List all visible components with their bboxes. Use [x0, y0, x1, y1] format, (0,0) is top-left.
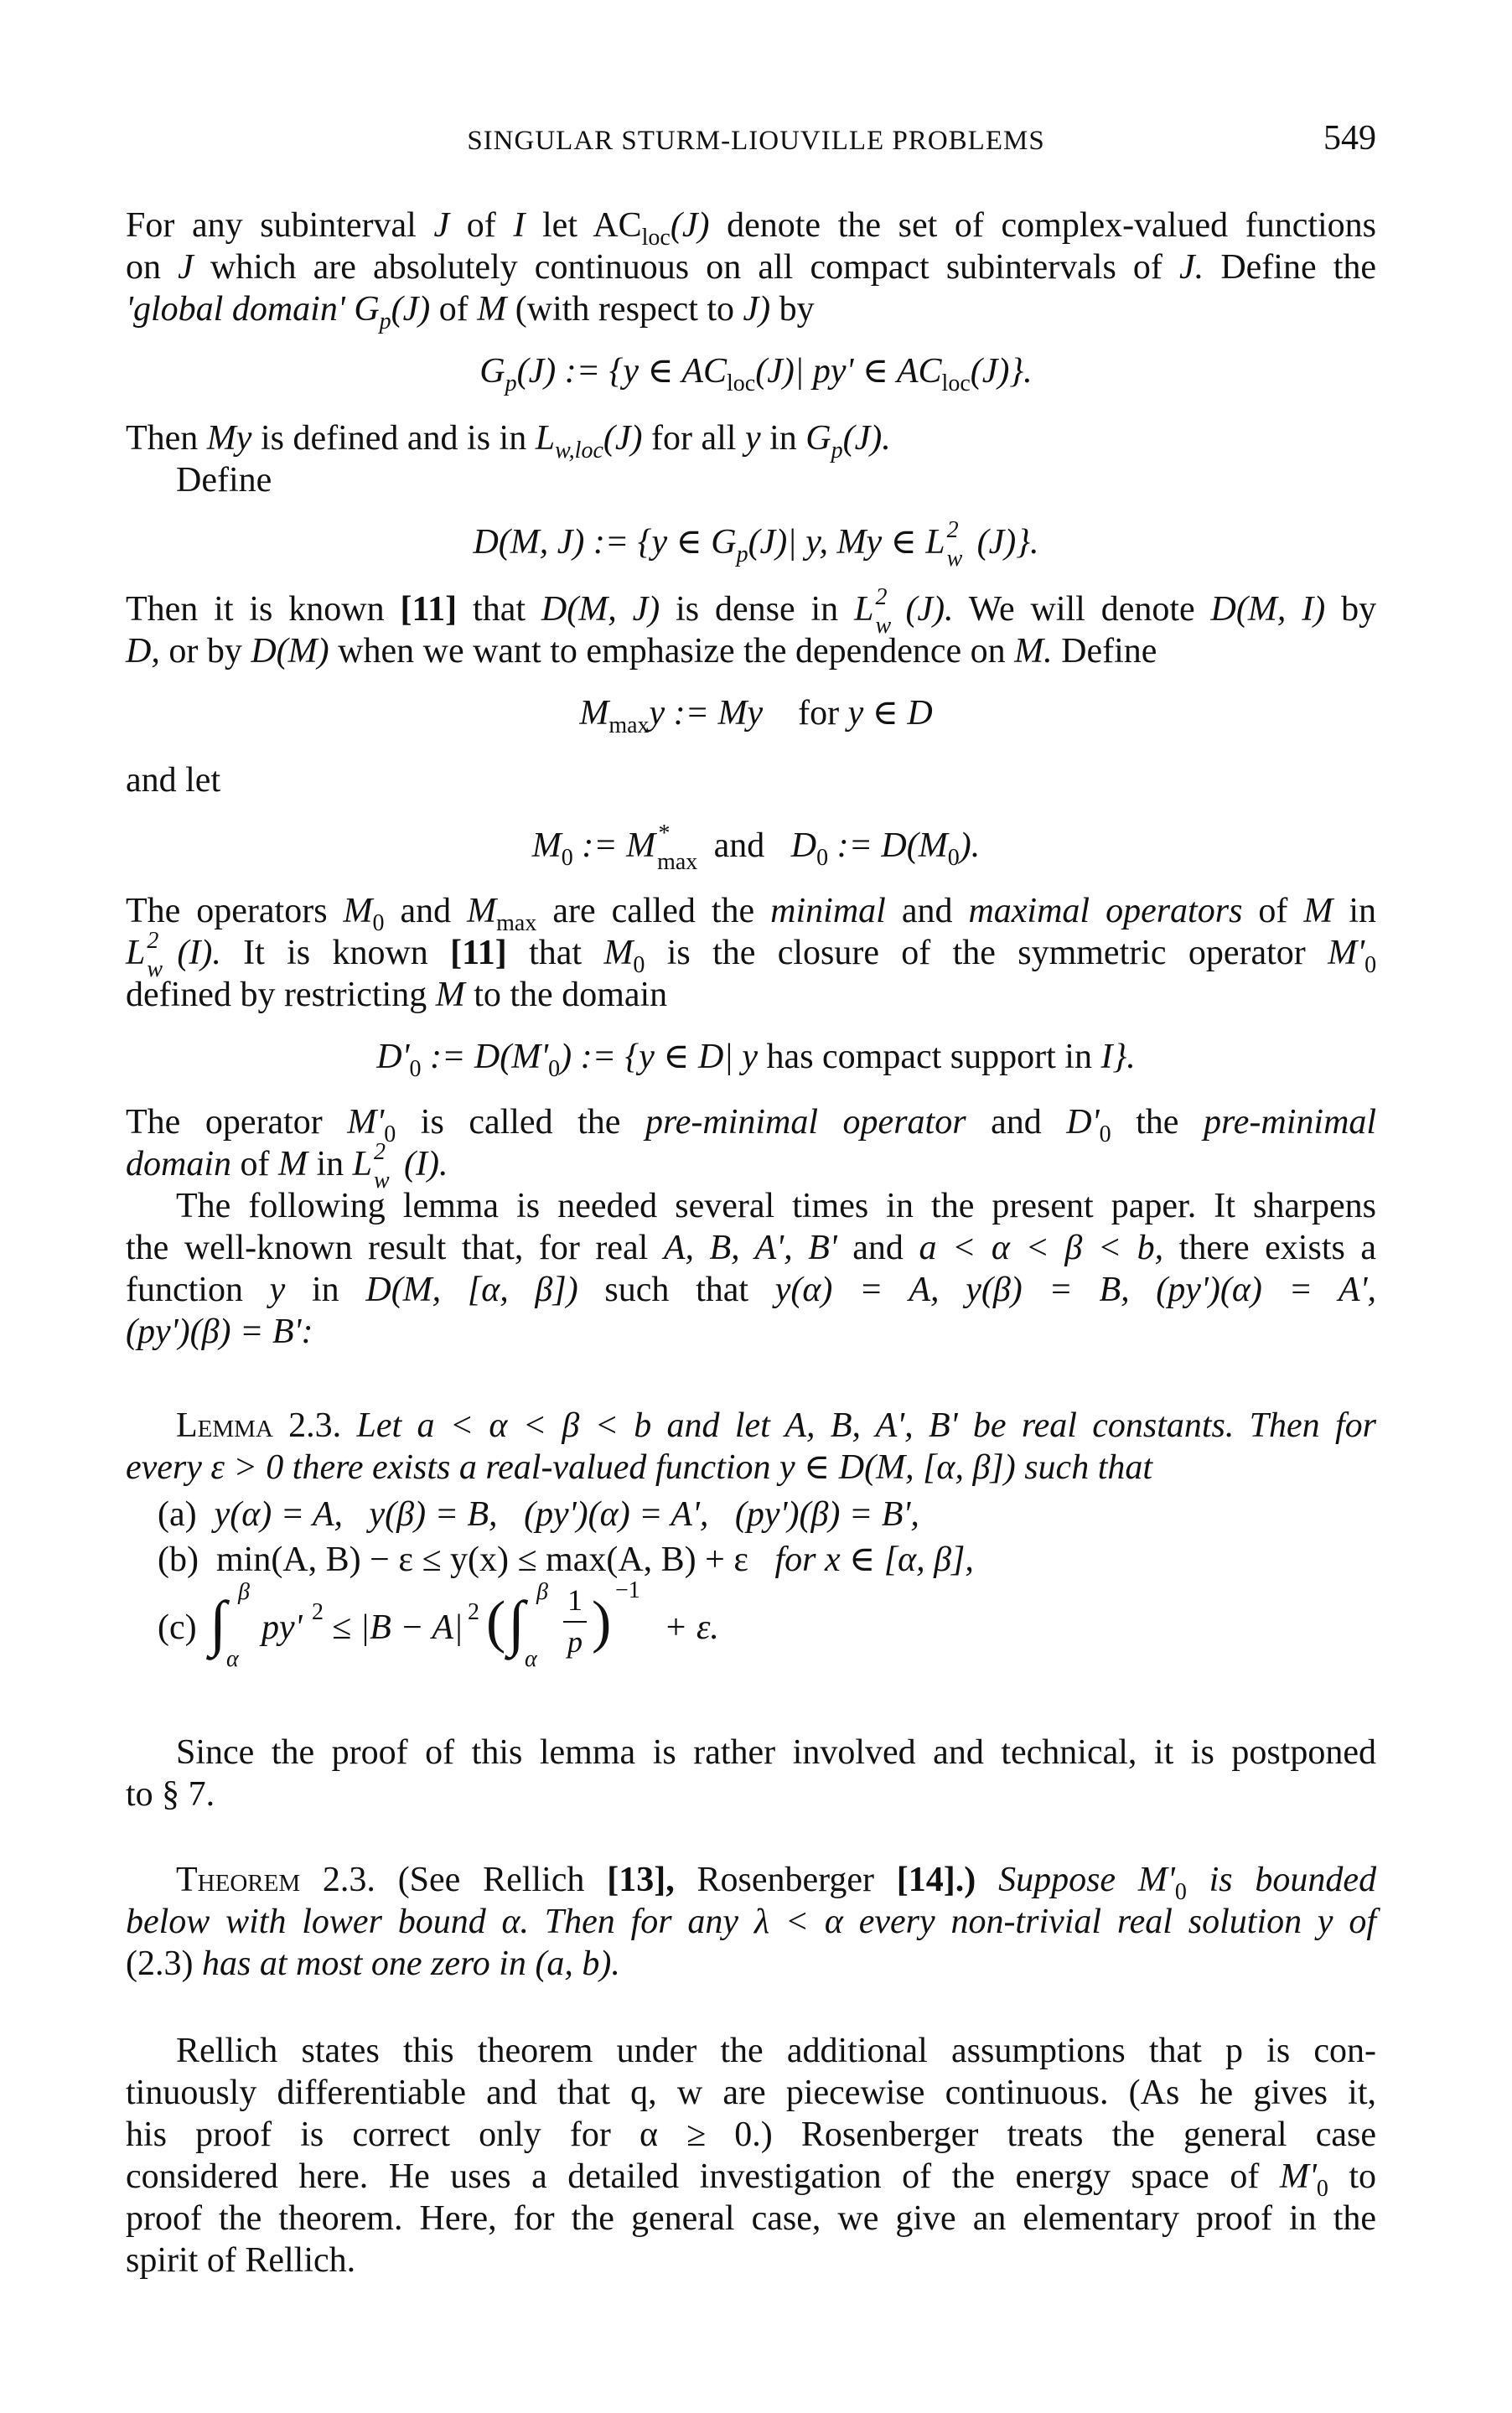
fraction-denominator: p	[567, 1625, 583, 1659]
lemma-item-c	[158, 1577, 912, 1678]
equation-preminimal-domain: $D'_0$ := $D(M'_0)$ := {y ∈ D| y has compact support in I}.	[376, 1038, 1136, 1082]
integrand: py'	[261, 1608, 303, 1647]
integral-upper-limit: β	[238, 1579, 250, 1605]
para8-line4: considered here. He uses a detailed investigation of the energy space of $M'_0$ to	[126, 2157, 1377, 2202]
para8-line1: Rellich states this theorem under the additional assumptions that p is con-	[176, 2032, 1376, 2070]
para1-line1: For any subinterval J of I let $AC_{loc}(J)$ denote the set of complex-valued functions	[126, 206, 1377, 251]
para4-line1: The operators $M_0$ and $M_{max}$ are called the minimal and maximal operators of M in	[126, 892, 1377, 936]
lemma-item-a: (a) y(α) = A, y(β) = B, (py')(α) = A', (py')(β) = B',	[158, 1495, 919, 1534]
para1-line2: on J which are absolutely continuous on all compact subintervals of J. Define the	[126, 248, 1377, 287]
paren-exponent: −1	[615, 1577, 640, 1603]
equation-min-operator: $M_0$ := M * max and $D_0$ := $D(M_0)$.	[531, 821, 981, 876]
para2-line1: Then My is defined and is in $L_{w,loc}(J)$ for all y in $G_p(J)$.	[126, 419, 891, 463]
para6-line2: the well-known result that, for real A, B, A', B' and a < α < β < b, there exists a	[126, 1229, 1376, 1267]
para3-line2: D, or by D(M) when we want to emphasize the dependence on M. Define	[126, 632, 1157, 671]
fraction-numerator: 1	[567, 1583, 583, 1617]
lemma-line1: Lemma 2.3. Let a < α < β < b and let A, B, A', B' be real constants. Then for	[176, 1406, 1376, 1445]
page-number: 549	[1323, 119, 1376, 158]
theorem-line3: (2.3) has at most one zero in (a, b).	[126, 1944, 620, 1983]
para8-line2: tinuously differentiable and that q, w are piecewise continuous. (As he gives it,	[126, 2074, 1376, 2112]
integral-lower-limit: α	[226, 1646, 239, 1672]
para6-line3: function y in D(M, [α, β]) such that y(α) = A, y(β) = B, (py')(α) = A',	[126, 1271, 1377, 1309]
para4-line2: L 2 w (I). It is known [11] that $M_0$ is the closure of the symmetric operator $M'_0$	[126, 928, 1377, 983]
fraction-bar	[563, 1621, 587, 1623]
epsilon-term: + ε.	[664, 1608, 719, 1647]
theorem-line1: Theorem 2.3. (See Rellich [13], Rosenberger [14].) Suppose $M'_0$ is bounded	[176, 1861, 1377, 1905]
integral-sign-2: ∫	[508, 1589, 526, 1658]
integral-2-upper-limit: β	[536, 1579, 548, 1605]
and-let: and let	[126, 761, 221, 800]
para4-line3: defined by restricting M to the domain	[126, 976, 668, 1014]
bound-exponent: 2	[468, 1599, 479, 1625]
integral-sign: ∫	[210, 1589, 227, 1658]
lemma-item-b: (b) min(A, B) − ε ≤ y(x) ≤ max(A, B) + ε for x ∈ [α, β],	[158, 1540, 974, 1579]
para7-line1: Since the proof of this lemma is rather involved and technical, it is postponed	[176, 1733, 1376, 1772]
para3-line1: Then it is known [11] that D(M, J) is dense in L 2 w (J). We will denote D(M, I) by	[126, 584, 1377, 639]
integral-2-lower-limit: α	[525, 1646, 537, 1672]
item-c-label: (c)	[158, 1608, 197, 1647]
running-title: SINGULAR STURM-LIOUVILLE PROBLEMS	[467, 126, 1045, 156]
para2-line2: Define	[176, 461, 272, 500]
equation-domain-D: D(M, J) := {y ∈ $G_p(J)|$ y, My ∈ L 2 w (J)}.	[473, 517, 1039, 572]
lemma-line2: every ε > 0 there exists a real-valued function y ∈ D(M, [α, β]) such that	[126, 1448, 1153, 1487]
para6-line4: (py')(β) = B':	[126, 1313, 313, 1351]
equation-max-operator: $M_{max}y$ := My for y ∈ D	[579, 694, 933, 738]
integrand-exponent: 2	[312, 1599, 324, 1625]
para7-line2: to § 7.	[126, 1775, 215, 1814]
para6-line1: The following lemma is needed several times in the present paper. It sharpens	[176, 1187, 1376, 1225]
left-paren: (	[486, 1590, 506, 1654]
equation-global-domain: $G_p(J)$ := {y ∈ $AC_{loc}(J)|$ py' ∈ $AC_{loc}(J)$}.	[479, 352, 1033, 396]
theorem-line2: below with lower bound α. Then for any λ < α every non-trivial real solution y of	[126, 1903, 1376, 1941]
para8-line6: spirit of Rellich.	[126, 2241, 356, 2280]
para5-line1: The operator $M'_0$ is called the pre-minimal operator and $D'_0$ the pre-minimal	[126, 1103, 1377, 1147]
bound-term: ≤ |B − A|	[332, 1608, 463, 1647]
para1-line3: 'global domain' $G_p(J)$ of M (with respect to J) by	[126, 290, 815, 334]
right-paren: )	[592, 1590, 612, 1654]
para8-line3: his proof is correct only for α ≥ 0.) Rosenberger treats the general case	[126, 2115, 1376, 2154]
para8-line5: proof the theorem. Here, for the general case, we give an elementary proof in the	[126, 2199, 1376, 2238]
para5-line2: domain of M in L 2 w (I).	[126, 1139, 448, 1194]
